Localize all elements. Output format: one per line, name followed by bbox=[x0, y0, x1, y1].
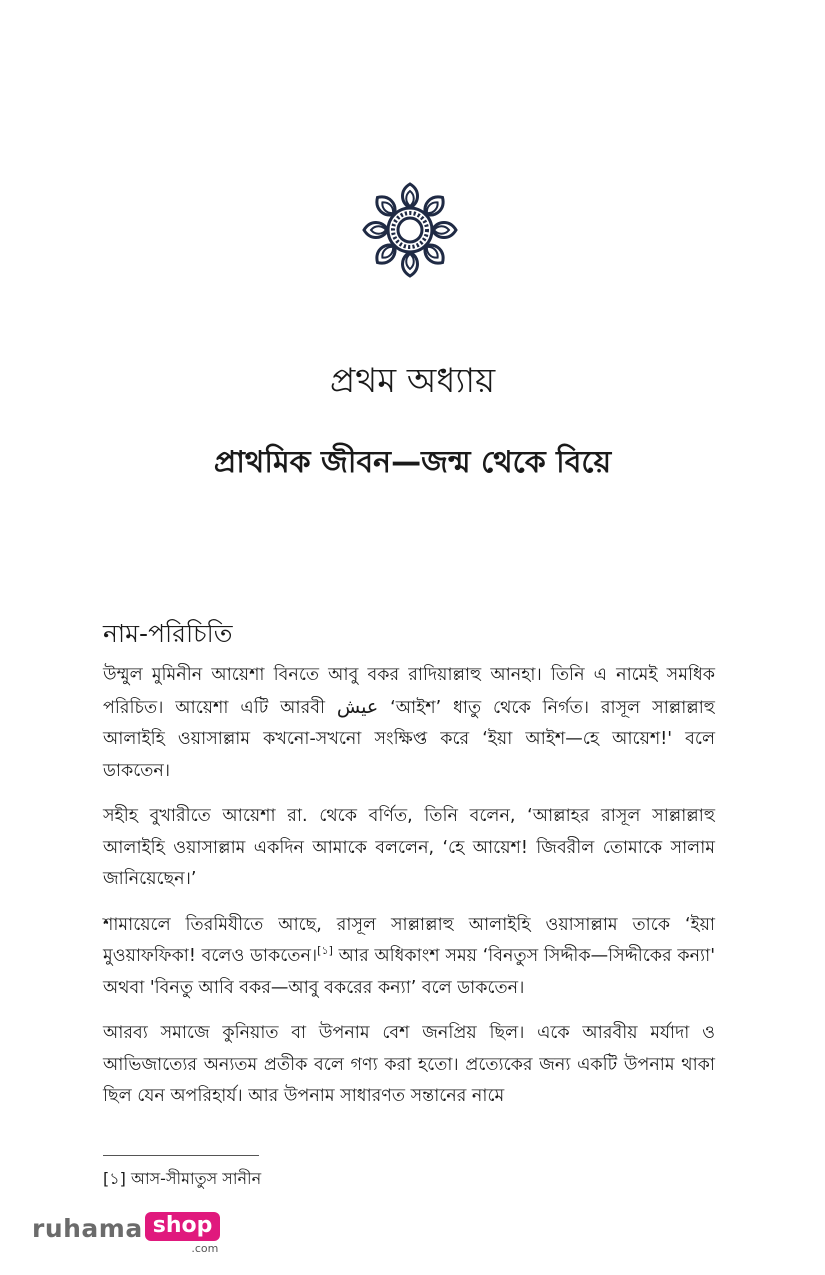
paragraph-3 bbox=[103, 910, 715, 1005]
rosette-petal bbox=[403, 252, 418, 276]
footnote-text: [১] আস-সীমাতুস সানীন bbox=[103, 1169, 262, 1188]
footnote-reference[interactable]: [১] bbox=[317, 944, 333, 958]
rosette-petal bbox=[403, 184, 418, 208]
logo-tld: .com bbox=[191, 1242, 219, 1255]
rosette-petal bbox=[372, 192, 400, 220]
paragraph-4: আরব্য সমাজে কুনিয়াত বা উপনাম বেশ জনপ্রিয় ছিল। একে আরবীয় মর্যাদা ও আভিজাত্যের অন্যতম প্রতীক বলে গণ্য করা হতো। প্রত্যেকের জন্য একটি উপনাম থাকা ছিল যেন অপরিহার্য। আর উপনাম সাধারণত সন্তানের নামে bbox=[103, 1023, 715, 1106]
footnote-divider bbox=[103, 1155, 259, 1156]
body-text bbox=[103, 660, 715, 1127]
paragraph-3-text-b: আর অধিকাংশ সময় ‘বিনতুস সিদ্দীক—সিদ্দীকের কন্যা' অথবা 'বিনতু আবি বকর—আবু বকরের কন্যা’ বলে ডাকতেন। bbox=[103, 946, 716, 998]
logo-ruhama-text: ruhama bbox=[32, 1214, 143, 1243]
logo-shop-badge: shop bbox=[145, 1212, 221, 1241]
paragraph-1-text-b: ‘আইশ’ ধাতু থেকে নির্গত। রাসূল সাল্লাল্লাহু আলাইহি ওয়াসাল্লাম কখনো-সখনো সংক্ষিপ্ত করে ‘ইয়া আইশ—হে আয়েশ!' বলে ডাকতেন। bbox=[103, 697, 715, 781]
paragraph-3-text-a: শামায়েলে তিরমিযীতে আছে, রাসূল সাল্লাল্লাহু আলাইহি ওয়াসাল্লাম তাকে ‘ইয়া মুওয়াফফিকা! বলেও ডাকতেন। bbox=[103, 914, 715, 966]
floral-rosette-icon bbox=[360, 180, 460, 280]
arabic-word: عيش bbox=[336, 695, 379, 718]
logo-shop-wrap bbox=[145, 1212, 221, 1255]
paragraph-1-text-a: উম্মুল মুমিনীন আয়েশা বিনতে আবু বকর রাদিয়াল্লাহু আনহা। তিনি এ নামেই সমধিক পরিচিত। আয়েশা এটি আরবী bbox=[103, 665, 715, 718]
rosette-petal bbox=[372, 240, 400, 268]
paragraph-1 bbox=[103, 660, 715, 787]
rosette-petal-inner bbox=[406, 191, 414, 206]
rosette-petal-inner bbox=[371, 226, 386, 234]
chapter-subtitle: প্রাথমিক জীবন—জন্ম থেকে বিয়ে bbox=[213, 445, 612, 480]
ruhamashop-logo[interactable] bbox=[32, 1212, 220, 1262]
rosette-petal bbox=[420, 240, 448, 268]
rosette-petal-inner bbox=[434, 226, 449, 234]
section-heading: নাম-পরিচিতি bbox=[103, 619, 233, 648]
rosette-petal-inner bbox=[406, 254, 414, 269]
rosette-petal bbox=[432, 223, 456, 238]
rosette-petal bbox=[420, 192, 448, 220]
paragraph-2: সহীহ বুখারীতে আয়েশা রা. থেকে বর্ণিত, তিনি বলেন, ‘আল্লাহর রাসূল সাল্লাল্লাহু আলাইহি ওয়াসাল্লাম একদিন আমাকে বললেন, ‘হে আয়েশ! জিবরীল তোমাকে সালাম জানিয়েছেন।’ bbox=[103, 806, 715, 889]
rosette-petal bbox=[364, 223, 388, 238]
chapter-title: প্রথম অধ্যায় bbox=[329, 361, 496, 401]
